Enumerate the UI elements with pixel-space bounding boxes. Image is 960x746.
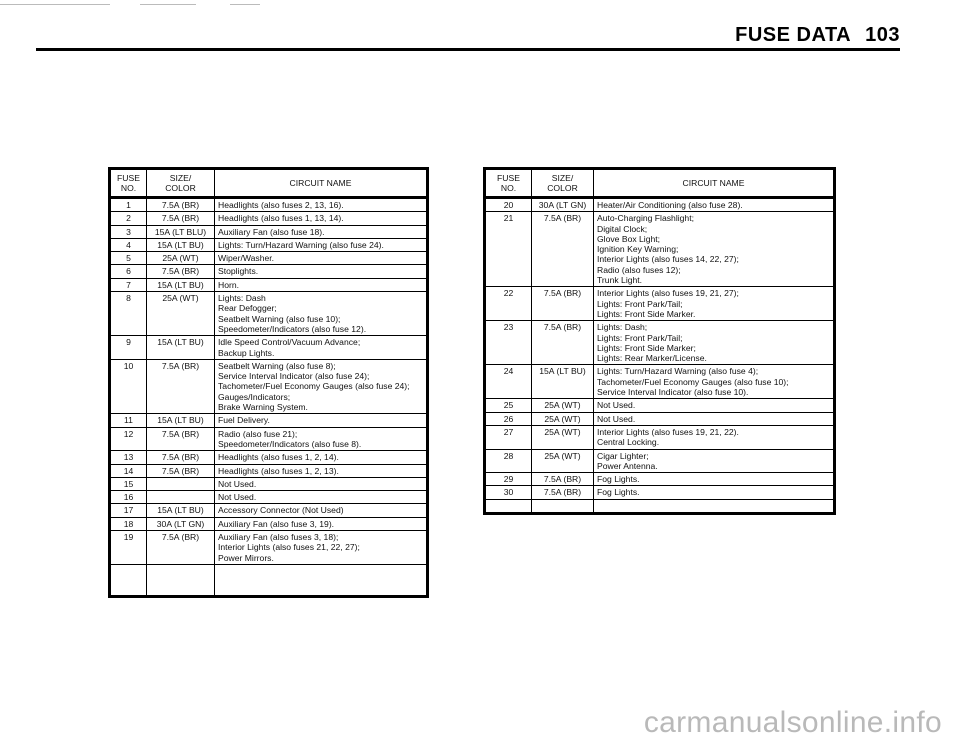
circuit-line: Auxiliary Fan (also fuses 3, 18); — [218, 532, 339, 543]
circuit-line: Not Used. — [218, 492, 257, 503]
fuse-number-cell: 3 — [110, 225, 147, 238]
table-row — [110, 427, 428, 451]
circuit-line: Rear Defogger; — [218, 303, 277, 314]
circuit-name-cell — [215, 212, 428, 225]
header-fuse-line2: NO. — [500, 183, 517, 193]
fuse-size-cell: 15A (LT BU) — [147, 504, 215, 517]
circuit-line: Power Mirrors. — [218, 552, 274, 563]
fuse-size-cell: 25A (WT) — [532, 425, 594, 449]
header-size-line2: COLOR — [547, 183, 578, 193]
circuit-name-cell — [594, 412, 835, 425]
circuit-line: Fuel Delivery. — [218, 415, 270, 426]
fuse-number-cell: 24 — [485, 365, 532, 399]
circuit-name-cell — [215, 336, 428, 360]
fuse-table-left — [108, 167, 429, 598]
circuit-line: Accessory Connector (Not Used) — [218, 505, 344, 516]
fuse-size-cell — [147, 491, 215, 504]
table-row — [110, 531, 428, 565]
fuse-number-cell: 2 — [110, 212, 147, 225]
table-row — [110, 292, 428, 336]
page-number: 103 — [865, 24, 900, 46]
table-row — [110, 451, 428, 464]
circuit-line: Auto-Charging Flashlight; — [597, 213, 694, 224]
fuse-size-cell: 7.5A (BR) — [532, 212, 594, 287]
scan-edge-marks — [0, 4, 960, 6]
fuse-size-cell: 7.5A (BR) — [532, 486, 594, 499]
table-row — [110, 278, 428, 291]
header-size-line2: COLOR — [165, 183, 196, 193]
circuit-name-cell — [594, 449, 835, 473]
circuit-line: Tachometer/Fuel Economy Gauges (also fuse 10); — [597, 376, 789, 387]
circuit-line: Glove Box Light; — [597, 233, 661, 244]
fuse-number-cell: 13 — [110, 451, 147, 464]
table-row — [110, 414, 428, 427]
circuit-line: Auxiliary Fan (also fuse 3, 19). — [218, 518, 335, 529]
fuse-number-cell: 14 — [110, 464, 147, 477]
circuit-name-cell — [594, 399, 835, 412]
fuse-number-cell: 15 — [110, 477, 147, 490]
header-fuse-line1: FUSE — [497, 173, 520, 183]
header-circuit-name: CIRCUIT NAME — [215, 169, 428, 198]
circuit-line: Fog Lights. — [597, 474, 640, 485]
circuit-name-cell — [594, 287, 835, 321]
circuit-name-cell — [215, 517, 428, 530]
table-row — [110, 504, 428, 517]
watermark-text: carmanualsonline.info — [643, 706, 942, 739]
table-row — [485, 425, 835, 449]
fuse-number-cell: 11 — [110, 414, 147, 427]
circuit-line: Gauges/Indicators; — [218, 391, 291, 402]
fuse-number-cell: 9 — [110, 336, 147, 360]
circuit-line: Cigar Lighter; — [597, 450, 649, 461]
fuse-number-cell: 17 — [110, 504, 147, 517]
circuit-line: Lights: Front Side Marker. — [597, 308, 696, 319]
circuit-line: Stoplights. — [218, 266, 259, 277]
circuit-line: Headlights (also fuses 1, 2, 13). — [218, 465, 339, 476]
fuse-number-cell: 4 — [110, 238, 147, 251]
empty-cell — [110, 564, 147, 596]
header-fuse-line1: FUSE — [117, 173, 140, 183]
fuse-size-cell: 15A (LT BLU) — [147, 225, 215, 238]
header-circuit-name: CIRCUIT NAME — [594, 169, 835, 198]
empty-cell — [215, 564, 428, 596]
circuit-line: Interior Lights (also fuses 21, 22, 27); — [218, 542, 360, 553]
circuit-line: Seatbelt Warning (also fuse 8); — [218, 360, 336, 371]
page-header — [735, 24, 900, 47]
circuit-line: Headlights (also fuses 1, 2, 14). — [218, 452, 339, 463]
circuit-line: Interior Lights (also fuses 14, 22, 27); — [597, 254, 739, 265]
fuse-number-cell: 1 — [110, 198, 147, 212]
table-row — [110, 265, 428, 278]
circuit-name-cell — [215, 359, 428, 413]
header-rule — [36, 48, 900, 51]
fuse-number-cell: 19 — [110, 531, 147, 565]
circuit-line: Lights: Turn/Hazard Warning (also fuse 4); — [597, 366, 759, 377]
circuit-line: Seatbelt Warning (also fuse 10); — [218, 313, 341, 324]
circuit-name-cell — [594, 425, 835, 449]
table-row — [110, 517, 428, 530]
fuse-number-cell: 8 — [110, 292, 147, 336]
circuit-line: Service Interval Indicator (also fuse 10). — [597, 387, 749, 398]
fuse-size-cell: 25A (WT) — [532, 449, 594, 473]
table-header-row — [110, 169, 428, 198]
table-row — [110, 491, 428, 504]
circuit-line: Lights: Front Side Marker; — [597, 342, 696, 353]
fuse-size-cell: 30A (LT GN) — [147, 517, 215, 530]
fuse-size-cell: 7.5A (BR) — [147, 212, 215, 225]
circuit-line: Lights: Dash; — [597, 322, 648, 333]
fuse-size-cell: 30A (LT GN) — [532, 198, 594, 212]
circuit-name-cell — [594, 198, 835, 212]
table-row — [485, 412, 835, 425]
fuse-size-cell: 7.5A (BR) — [532, 321, 594, 365]
circuit-name-cell — [594, 486, 835, 499]
empty-cell — [147, 564, 215, 596]
circuit-line: Power Antenna. — [597, 460, 658, 471]
table-row — [485, 486, 835, 499]
fuse-size-cell: 15A (LT BU) — [147, 278, 215, 291]
fuse-number-cell: 27 — [485, 425, 532, 449]
fuse-size-cell: 15A (LT BU) — [147, 414, 215, 427]
circuit-line: Service Interval Indicator (also fuse 24); — [218, 371, 370, 382]
header-fuse-no — [110, 169, 147, 198]
circuit-name-cell — [594, 321, 835, 365]
circuit-name-cell — [215, 414, 428, 427]
table-row — [110, 252, 428, 265]
circuit-line: Ignition Key Warning; — [597, 244, 679, 255]
circuit-line: Radio (also fuses 12); — [597, 264, 681, 275]
page-title: FUSE DATA — [735, 24, 852, 46]
fuse-number-cell: 22 — [485, 287, 532, 321]
circuit-line: Central Locking. — [597, 437, 660, 448]
table-row — [110, 477, 428, 490]
circuit-line: Horn. — [218, 279, 240, 290]
fuse-table-right — [483, 167, 836, 515]
table-row — [485, 473, 835, 486]
fuse-size-cell: 25A (WT) — [147, 252, 215, 265]
circuit-name-cell — [215, 477, 428, 490]
circuit-name-cell — [215, 238, 428, 251]
table-row — [110, 359, 428, 413]
fuse-number-cell: 12 — [110, 427, 147, 451]
fuse-size-cell: 7.5A (BR) — [147, 464, 215, 477]
table-row — [110, 198, 428, 212]
circuit-line: Digital Clock; — [597, 223, 648, 234]
circuit-line: Lights: Front Park/Tail; — [597, 332, 683, 343]
table-row — [110, 225, 428, 238]
fuse-size-cell: 7.5A (BR) — [147, 198, 215, 212]
fuse-number-cell: 23 — [485, 321, 532, 365]
circuit-name-cell — [215, 252, 428, 265]
table-row — [110, 212, 428, 225]
circuit-line: Not Used. — [218, 478, 257, 489]
circuit-line: Interior Lights (also fuses 19, 21, 27); — [597, 288, 739, 299]
fuse-number-cell: 30 — [485, 486, 532, 499]
table-row — [485, 212, 835, 287]
circuit-line: Lights: Turn/Hazard Warning (also fuse 24). — [218, 239, 384, 250]
circuit-line: Lights: Front Park/Tail; — [597, 298, 683, 309]
table-row — [110, 336, 428, 360]
circuit-name-cell — [594, 473, 835, 486]
table-row — [485, 287, 835, 321]
circuit-name-cell — [215, 451, 428, 464]
header-size-line1: SIZE/ — [551, 173, 574, 183]
fuse-number-cell: 20 — [485, 198, 532, 212]
circuit-line: Speedometer/Indicators (also fuse 12). — [218, 323, 367, 334]
table-row — [485, 365, 835, 399]
fuse-number-cell: 29 — [485, 473, 532, 486]
fuse-size-cell: 15A (LT BU) — [147, 336, 215, 360]
circuit-line: Lights: Dash — [218, 293, 266, 304]
circuit-line: Idle Speed Control/Vacuum Advance; — [218, 337, 361, 348]
fuse-size-cell: 7.5A (BR) — [532, 473, 594, 486]
fuse-number-cell: 16 — [110, 491, 147, 504]
table-row — [110, 238, 428, 251]
circuit-line: Fog Lights. — [597, 487, 640, 498]
circuit-name-cell — [215, 504, 428, 517]
circuit-name-cell — [215, 198, 428, 212]
circuit-line: Wiper/Washer. — [218, 253, 275, 264]
header-size-line1: SIZE/ — [169, 173, 192, 183]
circuit-line: Trunk Light. — [597, 275, 643, 286]
circuit-name-cell — [215, 225, 428, 238]
fuse-number-cell: 28 — [485, 449, 532, 473]
circuit-line: Auxiliary Fan (also fuse 18). — [218, 226, 325, 237]
header-fuse-line2: NO. — [120, 183, 137, 193]
header-fuse-no — [485, 169, 532, 198]
table-header-row — [485, 169, 835, 198]
circuit-line: Not Used. — [597, 413, 636, 424]
fuse-number-cell: 18 — [110, 517, 147, 530]
circuit-name-cell — [215, 531, 428, 565]
circuit-name-cell — [594, 365, 835, 399]
circuit-line: Not Used. — [597, 400, 636, 411]
empty-cell — [594, 499, 835, 513]
fuse-size-cell: 25A (WT) — [147, 292, 215, 336]
fuse-number-cell: 6 — [110, 265, 147, 278]
fuse-number-cell: 26 — [485, 412, 532, 425]
circuit-line: Tachometer/Fuel Economy Gauges (also fuse 24); — [218, 381, 410, 392]
fuse-size-cell: 15A (LT BU) — [532, 365, 594, 399]
table-filler-row — [110, 564, 428, 596]
circuit-name-cell — [215, 427, 428, 451]
circuit-name-cell — [215, 292, 428, 336]
circuit-name-cell — [215, 278, 428, 291]
header-size-color — [147, 169, 215, 198]
fuse-number-cell: 21 — [485, 212, 532, 287]
circuit-name-cell — [215, 265, 428, 278]
fuse-size-cell: 25A (WT) — [532, 399, 594, 412]
circuit-name-cell — [594, 212, 835, 287]
fuse-number-cell: 10 — [110, 359, 147, 413]
table-filler-row — [485, 499, 835, 513]
table-row — [485, 198, 835, 212]
empty-cell — [532, 499, 594, 513]
circuit-line: Radio (also fuse 21); — [218, 428, 298, 439]
fuse-size-cell: 15A (LT BU) — [147, 238, 215, 251]
fuse-size-cell: 25A (WT) — [532, 412, 594, 425]
table-row — [485, 321, 835, 365]
fuse-size-cell: 7.5A (BR) — [147, 531, 215, 565]
circuit-line: Interior Lights (also fuses 19, 21, 22). — [597, 426, 739, 437]
circuit-line: Headlights (also fuses 1, 13, 14). — [218, 213, 344, 224]
circuit-line: Speedometer/Indicators (also fuse 8). — [218, 438, 362, 449]
circuit-name-cell — [215, 464, 428, 477]
table-row — [485, 399, 835, 412]
table-row — [485, 449, 835, 473]
circuit-line: Brake Warning System. — [218, 402, 308, 413]
fuse-size-cell — [147, 477, 215, 490]
circuit-line: Headlights (also fuses 2, 13, 16). — [218, 200, 344, 210]
circuit-name-cell — [215, 491, 428, 504]
circuit-line: Backup Lights. — [218, 347, 275, 358]
empty-cell — [485, 499, 532, 513]
fuse-number-cell: 7 — [110, 278, 147, 291]
fuse-size-cell: 7.5A (BR) — [147, 427, 215, 451]
fuse-size-cell: 7.5A (BR) — [147, 359, 215, 413]
header-size-color — [532, 169, 594, 198]
fuse-number-cell: 5 — [110, 252, 147, 265]
fuse-size-cell: 7.5A (BR) — [147, 265, 215, 278]
fuse-number-cell: 25 — [485, 399, 532, 412]
circuit-line: Lights: Rear Marker/License. — [597, 353, 707, 364]
fuse-size-cell: 7.5A (BR) — [532, 287, 594, 321]
fuse-size-cell: 7.5A (BR) — [147, 451, 215, 464]
circuit-line: Heater/Air Conditioning (also fuse 28). — [597, 200, 743, 210]
table-row — [110, 464, 428, 477]
